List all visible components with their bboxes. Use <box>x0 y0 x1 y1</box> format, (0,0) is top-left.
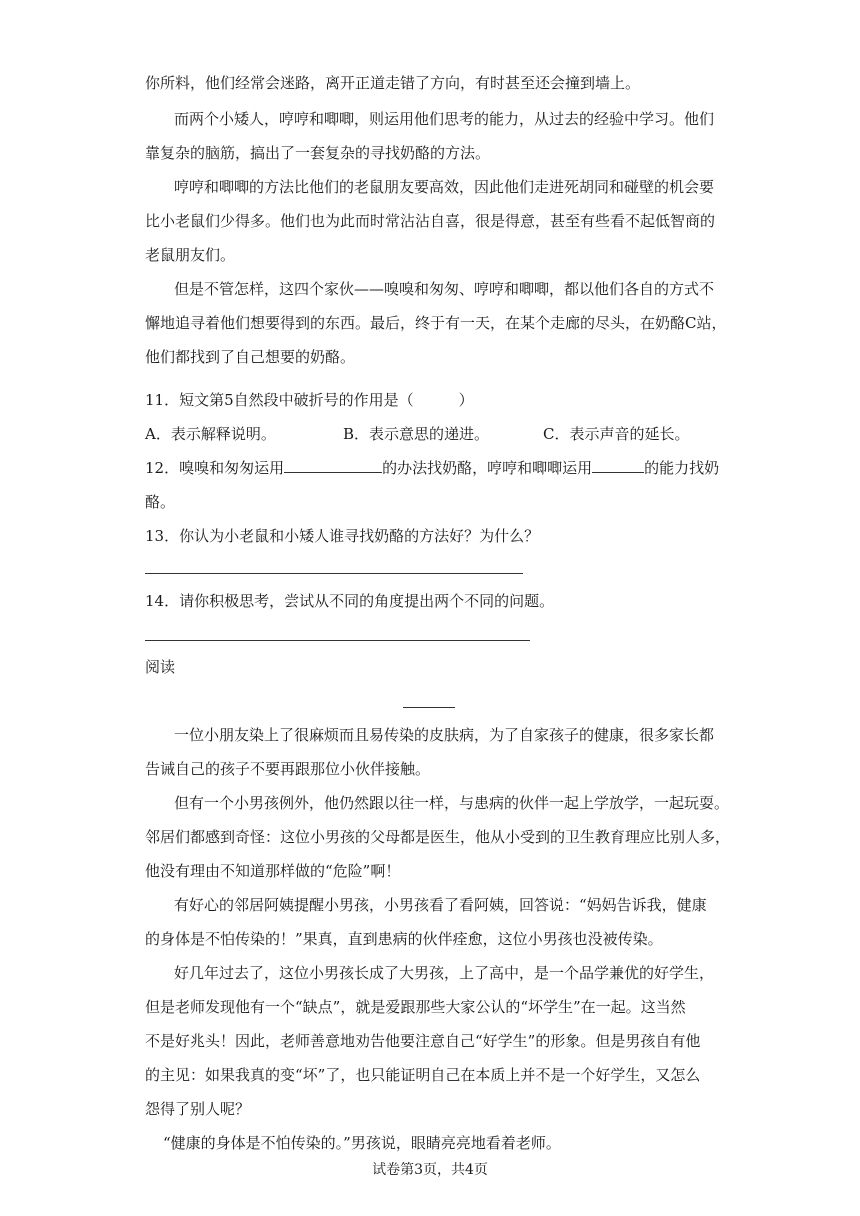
question-12-part2: 的办法找奶酪，哼哼和唧唧运用 <box>382 459 593 477</box>
option-c: C．表示声音的延长。 <box>543 425 690 443</box>
passage1-para4-line: 但是不管怎样，这四个家伙——嗅嗅和匆匆、哼哼和唧唧，都以他们各自的方式不 <box>174 280 715 298</box>
question-12-part1: 12．嗅嗅和匆匆运用 <box>145 459 285 477</box>
question-12-continued: 酪。 <box>145 493 176 511</box>
passage2-para4-line: 好几年过去了，这位小男孩长成了大男孩，上了高中，是一个品学兼优的好学生， <box>174 964 715 982</box>
passage2-para5: “健康的身体是不怕传染的。”男孩说，眼睛亮亮地看着老师。 <box>163 1134 561 1152</box>
answer-line-14[interactable] <box>145 640 530 641</box>
question-11: 11．短文第5自然段中破折号的作用是（ ） <box>145 391 474 409</box>
passage1-para3-line: 哼哼和唧唧的方法比他们的老鼠朋友要高效，因此他们走进死胡同和碰壁的机会要 <box>174 178 715 196</box>
passage2-para4-line: 不是好兆头！因此，老师善意地劝告他要注意自己“好学生”的形象。但是男孩自有他 <box>145 1032 701 1050</box>
passage2-para1-line: 告诫自己的孩子不要再跟那位小伙伴接触。 <box>145 760 431 778</box>
passage2-para4-line: 怨得了别人呢？ <box>145 1100 251 1118</box>
passage1-para3-line: 老鼠朋友们。 <box>145 246 236 264</box>
passage1-para4-line: 他们都找到了自己想要的奶酪。 <box>145 348 356 366</box>
passage2-para2-line: 他没有理由不知道那样做的“危险”啊！ <box>145 862 401 880</box>
passage1-para2-line: 靠复杂的脑筋，搞出了一套复杂的寻找奶酪的方法。 <box>145 144 491 162</box>
question-11-options <box>0 423 860 445</box>
passage2-para3-line: 有好心的邻居阿姨提醒小男孩，小男孩看了看阿姨，回答说：“妈妈告诉我，健康 <box>174 896 707 914</box>
passage1-line: 你所料，他们经常会迷路，离开正道走错了方向，有时甚至还会撞到墙上。 <box>145 74 641 92</box>
passage2-para2-line: 邻居们都感到奇怪：这位小男孩的父母都是医生，他从小受到的卫生教育理应比别人多， <box>145 828 731 846</box>
passage2-para4-line: 的主见：如果我真的变“坏”了，也只能证明自己在本质上并不是一个好学生，又怎么 <box>145 1066 701 1084</box>
answer-blank-1[interactable] <box>284 458 382 473</box>
passage1-para2-line: 而两个小矮人，哼哼和唧唧，则运用他们思考的能力，从过去的经验中学习。他们 <box>174 110 715 128</box>
question-12-part3: 的能力找奶 <box>644 459 720 477</box>
answer-line-13[interactable] <box>145 573 523 574</box>
question-14: 14．请你积极思考，尝试从不同的角度提出两个不同的问题。 <box>145 592 555 610</box>
option-a: A．表示解释说明。 <box>145 425 276 443</box>
page-footer: 试卷第3页，共4页 <box>372 1162 488 1178</box>
title-blank-line[interactable] <box>403 707 455 708</box>
passage2-para4-line: 但是老师发现他有一个“缺点”，就是爱跟那些大家公认的“坏学生”在一起。这当然 <box>145 998 686 1016</box>
question-12 <box>0 457 860 479</box>
passage1-para4-line: 懈地追寻着他们想要得到的东西。最后，终于有一天，在某个走廊的尽头，在奶酪C站， <box>145 314 727 332</box>
answer-blank-2[interactable] <box>592 458 644 473</box>
passage1-para3-line: 比小老鼠们少得多。他们也为此而时常沾沾自喜，很是得意，甚至有些看不起低智商的 <box>145 212 716 230</box>
passage2-para3-line: 的身体是不怕传染的！”果真，直到患病的伙伴痊愈，这位小男孩也没被传染。 <box>145 930 663 948</box>
section-label-reading: 阅读 <box>145 658 176 676</box>
passage2-para1-line: 一位小朋友染上了很麻烦而且易传染的皮肤病，为了自家孩子的健康，很多家长都 <box>174 726 715 744</box>
option-b: B．表示意思的递进。 <box>343 425 490 443</box>
passage2-para2-line: 但有一个小男孩例外，他仍然跟以往一样，与患病的伙伴一起上学放学，一起玩耍。 <box>174 794 730 812</box>
question-13: 13．你认为小老鼠和小矮人谁寻找奶酪的方法好？为什么？ <box>145 527 540 545</box>
